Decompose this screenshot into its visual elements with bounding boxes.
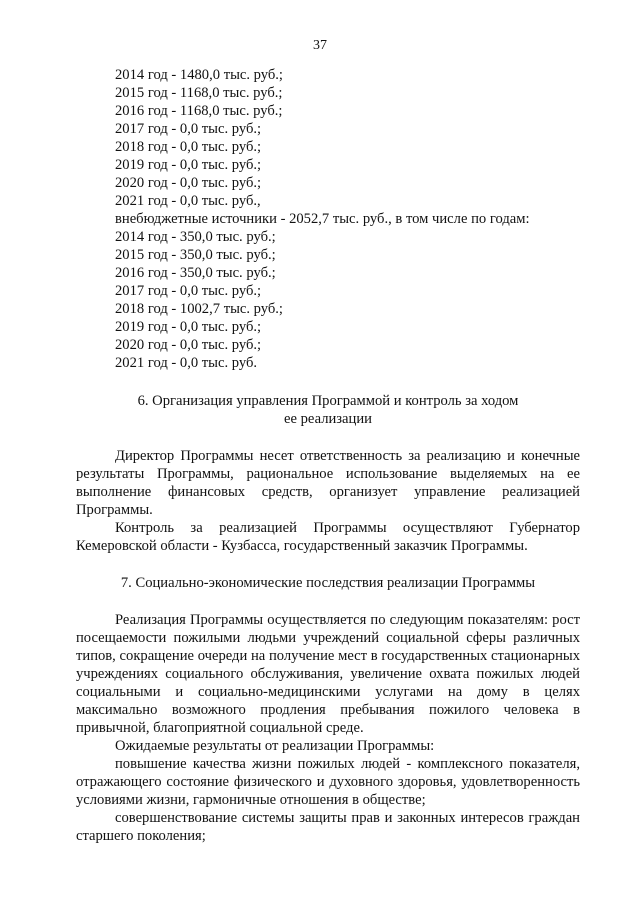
page-number: 37 <box>313 38 327 53</box>
section-7-paragraph: Ожидаемые результаты от реализации Программы: <box>115 738 435 754</box>
budget-line: 2015 год - 350,0 тыс. руб.; <box>115 247 276 263</box>
budget-line: 2020 год - 0,0 тыс. руб.; <box>115 175 262 191</box>
budget-line: 2021 год - 0,0 тыс. руб. <box>115 355 258 371</box>
budget-line: 2014 год - 350,0 тыс. руб.; <box>115 229 276 245</box>
budget-line: 2019 год - 0,0 тыс. руб.; <box>115 319 262 335</box>
section-7-paragraph: совершенствование системы защиты прав и законных интересов граждан старшего поколения; <box>76 810 580 844</box>
budget-line: 2018 год - 1002,7 тыс. руб.; <box>115 301 283 317</box>
section-7-heading <box>76 574 580 592</box>
section-7-title: 7. Социально-экономические последствия реализации Программы <box>120 575 536 591</box>
budget-line: 2016 год - 1168,0 тыс. руб.; <box>115 103 283 119</box>
document-body <box>76 66 580 845</box>
budget-line: 2015 год - 1168,0 тыс. руб.; <box>115 85 283 101</box>
budget-line: 2018 год - 0,0 тыс. руб.; <box>115 139 262 155</box>
budget-line: 2020 год - 0,0 тыс. руб.; <box>115 337 262 353</box>
budget-line: 2016 год - 350,0 тыс. руб.; <box>115 265 276 281</box>
section-6-paragraph: Директор Программы несет ответственность за реализацию и конечные результаты Программы, рациональное использование выделяемых на ее выполнение финансовых средств, организует управление реализацией Программы. <box>76 448 580 518</box>
budget-line: 2014 год - 1480,0 тыс. руб.; <box>115 67 283 83</box>
budget-list-a <box>76 66 580 210</box>
budget-list-b <box>76 228 580 372</box>
section-7-paragraph: повышение качества жизни пожилых людей - комплексного показателя, отражающего состояние физического и духовного здоровья, удовлетворенность условиями жизни, гармоничные отношения в обществе; <box>76 756 580 808</box>
extrabudget-intro: внебюджетные источники - 2052,7 тыс. руб., в том числе по годам: <box>115 211 530 227</box>
section-6-paragraph: Контроль за реализацией Программы осуществляют Губернатор Кемеровской области - Кузбасса, государственный заказчик Программы. <box>76 520 580 554</box>
budget-line: 2017 год - 0,0 тыс. руб.; <box>115 121 262 137</box>
section-6-heading <box>76 392 580 428</box>
budget-line: 2021 год - 0,0 тыс. руб., <box>115 193 261 209</box>
section-6-title-line1: 6. Организация управления Программой и контроль за ходом <box>137 393 519 409</box>
section-6-title-line2: ее реализации <box>284 411 372 427</box>
budget-line: 2019 год - 0,0 тыс. руб.; <box>115 157 262 173</box>
section-7-paragraph: Реализация Программы осуществляется по следующим показателям: рост посещаемости пожилыми людьми учреждений социальной сферы различных типов, сокращение очереди на получение мест в государственных стационарных учреждениях социального обслуживания, увеличение охвата пожилых людей социальными и социально-медицинскими услугами на дому в целях максимально возможного продления пребывания пожилого человека в привычной, благоприятной социальной среде. <box>76 612 580 736</box>
budget-line: 2017 год - 0,0 тыс. руб.; <box>115 283 262 299</box>
